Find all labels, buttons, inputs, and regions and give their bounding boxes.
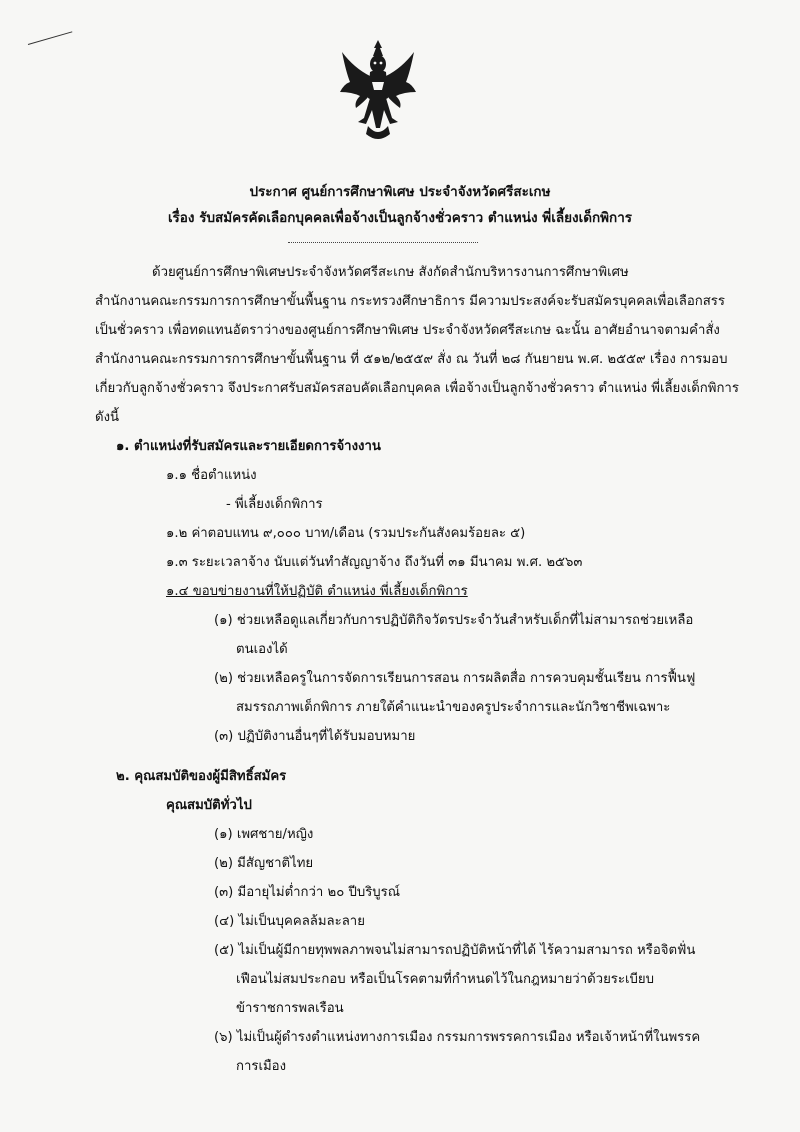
intro-line-1: ด้วยศูนย์การศึกษาพิเศษประจำจังหวัดศรีสะเกษ สังกัดสำนักบริหารงานการศึกษาพิเศษ xyxy=(152,265,629,280)
intro-line-5: เกี่ยวกับลูกจ้างชั่วคราว จึงประกาศรับสมัครสอบคัดเลือกบุคคล เพื่อจ้างเป็นลูกจ้างชั่วคราว ตำแหน่ง พี่เลี้ยงเด็กพิการ xyxy=(95,381,739,396)
section1-heading: ๑. ตำแหน่งที่รับสมัครและรายเอียดการจ้างงาน xyxy=(116,439,381,454)
intro-line-2: สำนักงานคณะกรรมการการศึกษาขั้นพื้นฐาน กระทรวงศึกษาธิการ มีความประสงค์จะรับสมัครบุคคลเพื่อเลือกสรร xyxy=(95,294,725,309)
duty-3-line-1: (๓) ปฏิบัติงานอื่นๆที่ได้รับมอบหมาย xyxy=(214,729,416,744)
section2-heading: ๒. คุณสมบัติของผู้มีสิทธิ์สมัคร xyxy=(116,769,287,784)
duty-2-line-1: (๒) ช่วยเหลือครูในการจัดการเรียนการสอน การผลิตสื่อ การควบคุมชั้นเรียน การฟื้นฟู xyxy=(214,671,696,686)
contract-period-line: ๑.๓ ระยะเวลาจ้าง นับแต่วันทำสัญญาจ้าง ถึงวันที่ ๓๑ มีนาคม พ.ศ. ๒๕๖๓ xyxy=(166,555,583,570)
qualification-2: (๒) มีสัญชาติไทย xyxy=(214,856,314,871)
garuda-emblem-icon xyxy=(336,38,420,146)
announcement-title: ประกาศ ศูนย์การศึกษาพิเศษ ประจำจังหวัดศรีสะเกษ xyxy=(249,184,551,200)
duty-1-line-1: (๑) ช่วยเหลือดูแลเกี่ยวกับการปฏิบัติกิจวัตรประจำวันสำหรับเด็กที่ไม่สามารถช่วยเหลือ xyxy=(214,613,694,628)
qualification-5-line-2: เฟือนไม่สมประกอบ หรือเป็นโรคตามที่กำหนดไว้ในกฎหมายว่าด้วยระเบียบ xyxy=(236,972,654,987)
qualification-6-line-1: (๖) ไม่เป็นผู้ดำรงตำแหน่งทางการเมือง กรรมการพรรคการเมือง หรือเจ้าหน้าที่ในพรรค xyxy=(214,1030,701,1045)
intro-line-6: ดังนี้ xyxy=(95,410,120,425)
job-scope-heading: ๑.๔ ขอบข่ายงานที่ให้ปฏิบัติ ตำแหน่ง พี่เลี้ยงเด็กพิการ xyxy=(166,584,468,599)
qualification-4: (๔) ไม่เป็นบุคคลล้มละลาย xyxy=(214,914,365,929)
qualification-6-line-2: การเมือง xyxy=(236,1059,287,1074)
intro-line-4: สำนักงานคณะกรรมการการศึกษาขั้นพื้นฐาน ที่ ๕๑๒/๒๕๕๙ สั่ง ณ วันที่ ๒๘ กันยายน พ.ศ. ๒๕๕๙ เรื่อง การมอบ xyxy=(95,352,728,367)
qualification-5-line-3: ข้าราชการพลเรือน xyxy=(236,1001,344,1016)
scan-mark xyxy=(28,31,72,45)
duty-1-line-2: ตนเองได้ xyxy=(236,642,288,657)
announcement-subject: เรื่อง รับสมัครคัดเลือกบุคคลเพื่อจ้างเป็นลูกจ้างชั่วคราว ตำแหน่ง พี่เลี้ยงเด็กพิการ xyxy=(167,210,633,226)
general-qualifications-heading: คุณสมบัติทั่วไป xyxy=(166,798,252,813)
qualification-3: (๓) มีอายุไม่ต่ำกว่า ๒๐ ปีบริบูรณ์ xyxy=(214,885,400,900)
intro-line-3: เป็นชั่วคราว เพื่อทดแทนอัตราว่างของศูนย์การศึกษาพิเศษ ประจำจังหวัดศรีสะเกษ ฉะนั้น อาศัยอำนาจตามคำสั่ง xyxy=(95,323,720,338)
qualification-5-line-1: (๕) ไม่เป็นผู้มีกายทุพพลภาพจนไม่สามารถปฏิบัติหน้าที่ได้ ไร้ความสามารถ หรือจิตฟั่น xyxy=(214,943,696,958)
duty-2-line-2: สมรรถภาพเด็กพิการ ภายใต้คำแนะนำของครูประจำการและนักวิชาชีพเฉพาะ xyxy=(236,700,671,715)
position-name-value: - พี่เลี้ยงเด็กพิการ xyxy=(226,497,323,512)
salary-line: ๑.๒ ค่าตอบแทน ๙,๐๐๐ บาท/เดือน (รวมประกันสังคมร้อยละ ๕) xyxy=(166,526,526,541)
dotted-divider xyxy=(288,242,478,243)
qualification-1: (๑) เพศชาย/หญิง xyxy=(214,827,314,842)
position-name-label: ๑.๑ ชื่อตำแหน่ง xyxy=(166,468,257,483)
